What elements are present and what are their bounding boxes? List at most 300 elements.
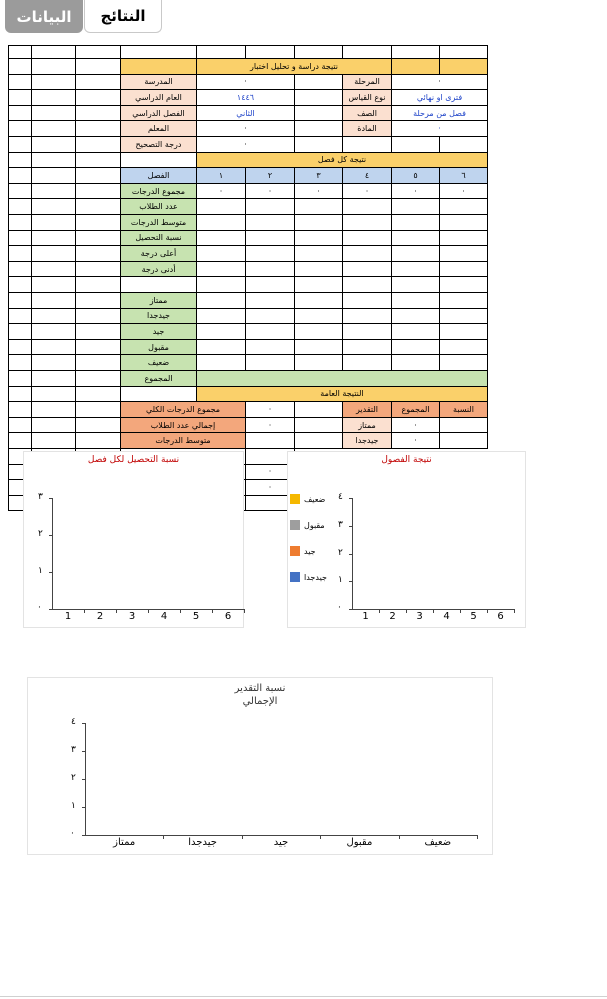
metric-label[interactable]: عدد الطلاب (120, 198, 197, 215)
grid-cell[interactable] (31, 261, 76, 278)
general-col[interactable]: المجموع (391, 401, 440, 418)
grid-cell[interactable] (31, 74, 76, 91)
grid-cell[interactable] (75, 261, 121, 278)
grid-cell[interactable] (75, 167, 121, 184)
grid-cell[interactable] (245, 214, 295, 231)
grid-cell[interactable] (245, 354, 295, 371)
chart-overall-grade-ratio (27, 677, 493, 855)
grid-cell[interactable] (391, 276, 440, 293)
legend-label: جيدجدا (304, 572, 327, 582)
x-tick-label: 2 (389, 611, 396, 622)
grid-cell[interactable] (439, 292, 488, 309)
grid-cell[interactable] (439, 214, 488, 231)
grid-cell[interactable] (75, 292, 121, 309)
grid-cell[interactable] (31, 417, 76, 434)
grid-cell[interactable] (31, 308, 76, 325)
legend-swatch (290, 494, 300, 504)
grid-cell[interactable] (31, 386, 76, 403)
x-tick-label: ممتاز (113, 837, 136, 848)
legend-item (290, 520, 325, 530)
grid-cell[interactable] (75, 354, 121, 371)
grid-cell[interactable] (391, 245, 440, 262)
chart-title: نتيجة الفصول (381, 455, 432, 465)
grid-cell[interactable] (439, 354, 488, 371)
grid-cell[interactable] (196, 308, 246, 325)
grid-cell[interactable] (245, 308, 295, 325)
class-number[interactable]: ٢ (245, 167, 295, 184)
grid-cell[interactable] (245, 276, 295, 293)
metric-value[interactable]: · (439, 183, 488, 200)
grid-cell[interactable] (439, 198, 488, 215)
grid-cell[interactable] (245, 261, 295, 278)
grid-cell[interactable] (391, 45, 440, 59)
y-axis (52, 498, 53, 609)
x-tick-mark (163, 835, 164, 839)
info-label[interactable]: المرحلة (342, 74, 392, 91)
grid-cell[interactable] (31, 276, 76, 293)
grid-cell[interactable] (75, 401, 121, 418)
x-tick-label: 4 (443, 611, 450, 622)
grid-cell[interactable] (245, 245, 295, 262)
x-tick-label: 4 (160, 611, 168, 622)
grid-cell[interactable] (294, 401, 343, 418)
grid-cell[interactable] (31, 432, 76, 449)
grid-cell[interactable] (75, 89, 121, 106)
x-tick-label: جيد (273, 837, 289, 848)
grid-cell[interactable] (31, 167, 76, 184)
grade-label[interactable]: المجموع (120, 370, 197, 387)
grid-cell[interactable] (439, 276, 488, 293)
grid-cell[interactable] (75, 339, 121, 356)
grade-label[interactable]: جيد (120, 323, 197, 340)
grid-cell[interactable] (294, 198, 343, 215)
grid-cell[interactable] (31, 339, 76, 356)
grid-cell[interactable] (196, 245, 246, 262)
grid-cell[interactable] (439, 432, 488, 449)
y-tick-mark (349, 554, 352, 555)
grid-cell[interactable] (391, 136, 440, 153)
grid-cell[interactable] (342, 198, 392, 215)
grid-cell[interactable] (245, 432, 295, 449)
grid-cell[interactable] (294, 120, 343, 137)
legend-item (290, 546, 316, 556)
x-tick-mark (320, 835, 321, 839)
x-tick-mark (244, 609, 245, 613)
grid-cell[interactable] (391, 214, 440, 231)
info-label[interactable]: المادة (342, 120, 392, 137)
tab-data[interactable]: البيانات (5, 0, 83, 33)
grid-cell[interactable] (294, 276, 343, 293)
x-tick-label: 3 (128, 611, 136, 622)
general-label[interactable]: متوسط الدرجات (120, 432, 246, 449)
info-label[interactable]: نوع القياس (342, 89, 392, 106)
info-value[interactable]: فترى او نهائي (391, 89, 488, 106)
grid-cell[interactable] (196, 323, 246, 340)
general-label[interactable]: إجمالي عدد الطلاب (120, 417, 246, 434)
grid-cell[interactable] (75, 214, 121, 231)
grid-cell[interactable] (391, 292, 440, 309)
grid-cell[interactable] (75, 386, 121, 403)
grid-cell[interactable] (245, 292, 295, 309)
x-tick-mark (514, 609, 515, 613)
grid-cell[interactable] (31, 105, 76, 122)
grid-cell[interactable] (75, 276, 121, 293)
general-value[interactable]: · (245, 417, 295, 434)
general-extra[interactable]: · (245, 479, 295, 496)
grid-cell[interactable] (294, 245, 343, 262)
grid-cell[interactable] (8, 105, 32, 122)
grid-cell[interactable] (75, 323, 121, 340)
y-axis (352, 498, 353, 609)
grid-cell[interactable] (294, 417, 343, 434)
grid-cell[interactable] (439, 45, 488, 59)
chart-title-line2: الإجمالي (242, 696, 278, 707)
grid-cell[interactable] (8, 245, 32, 262)
grid-cell[interactable] (342, 136, 392, 153)
grid-cell[interactable] (8, 276, 32, 293)
y-tick-label: ٢ (71, 773, 76, 783)
grid-cell[interactable] (196, 230, 246, 247)
info-label[interactable]: الفصل الدراسي (120, 105, 197, 122)
grid-cell[interactable] (294, 74, 343, 91)
x-tick-label: 1 (64, 611, 72, 622)
tab-results[interactable]: النتائج (84, 0, 162, 33)
grid-cell[interactable] (75, 308, 121, 325)
grid-cell[interactable] (31, 152, 76, 169)
info-header[interactable]: نتيجة دراسة و تحليل اختبار (196, 58, 392, 75)
general-col[interactable]: النسبة (439, 401, 488, 418)
y-tick-label: · (338, 603, 341, 613)
grid-cell[interactable] (8, 74, 32, 91)
grid-cell[interactable] (196, 354, 246, 371)
grid-cell[interactable] (75, 245, 121, 262)
grid-cell[interactable] (31, 230, 76, 247)
class-number[interactable]: ٤ (342, 167, 392, 184)
grid-cell[interactable] (294, 214, 343, 231)
grid-cell[interactable] (391, 323, 440, 340)
grid-cell[interactable] (120, 152, 197, 169)
grid-cell[interactable] (31, 198, 76, 215)
grid-cell[interactable] (196, 214, 246, 231)
legend-label: ضعيف (304, 494, 326, 504)
grid-cell[interactable] (196, 276, 246, 293)
class-number[interactable]: ٦ (439, 167, 488, 184)
grid-cell[interactable] (391, 58, 440, 75)
grid-cell[interactable] (8, 417, 32, 434)
x-tick-mark (242, 835, 243, 839)
grid-cell[interactable] (120, 276, 197, 293)
spreadsheet-grid (8, 45, 487, 517)
grid-cell[interactable] (294, 432, 343, 449)
class-number[interactable]: ١ (196, 167, 246, 184)
y-tick-label: ٣ (38, 492, 43, 502)
grid-cell[interactable] (245, 230, 295, 247)
grid-cell[interactable] (342, 45, 392, 59)
y-tick-label: ١ (38, 566, 43, 576)
grid-cell[interactable] (75, 74, 121, 91)
grid-cell[interactable] (75, 417, 121, 434)
y-tick-label: ٤ (71, 717, 76, 727)
y-tick-label: ٤ (338, 492, 343, 502)
metric-label[interactable]: متوسط الدرجات (120, 214, 197, 231)
grade-row-count[interactable]: · (391, 432, 440, 449)
x-tick-label: 5 (192, 611, 200, 622)
y-tick-mark (349, 609, 352, 610)
grid-cell[interactable] (342, 261, 392, 278)
general-value[interactable]: · (245, 401, 295, 418)
class-result-header[interactable]: نتيجة كل فصل (196, 152, 488, 169)
info-label[interactable]: المعلم (120, 120, 197, 137)
grid-cell[interactable] (196, 292, 246, 309)
grid-cell[interactable] (342, 245, 392, 262)
grid-cell[interactable] (294, 105, 343, 122)
info-value[interactable]: · (391, 74, 488, 91)
grade-label[interactable]: جيدجدا (120, 308, 197, 325)
grid-cell[interactable] (342, 354, 392, 371)
grid-cell[interactable] (8, 323, 32, 340)
grid-cell[interactable] (8, 230, 32, 247)
grid-cell[interactable] (245, 45, 295, 59)
grid-cell[interactable] (75, 230, 121, 247)
grid-cell[interactable] (75, 432, 121, 449)
grid-cell[interactable] (31, 136, 76, 153)
grid-cell[interactable] (8, 308, 32, 325)
grid-cell[interactable] (8, 339, 32, 356)
metric-value[interactable]: · (294, 183, 343, 200)
y-tick-label: ٣ (71, 745, 76, 755)
grid-cell[interactable] (439, 339, 488, 356)
grid-cell[interactable] (8, 45, 32, 59)
grid-cell[interactable] (196, 45, 246, 59)
grid-cell[interactable] (8, 136, 32, 153)
metric-value[interactable]: · (196, 183, 246, 200)
y-tick-mark (49, 498, 52, 499)
grid-cell[interactable] (75, 58, 121, 75)
grid-cell[interactable] (439, 323, 488, 340)
grid-cell[interactable] (31, 245, 76, 262)
general-col[interactable]: التقدير (342, 401, 392, 418)
grid-cell[interactable] (294, 230, 343, 247)
grid-cell[interactable] (8, 370, 32, 387)
y-tick-label: ١ (338, 575, 343, 586)
grid-cell[interactable] (439, 261, 488, 278)
grid-cell[interactable] (439, 230, 488, 247)
y-axis (85, 723, 86, 835)
grade-label[interactable]: ممتاز (120, 292, 197, 309)
grid-cell[interactable] (245, 339, 295, 356)
y-tick-mark (349, 581, 352, 582)
chart-title-line1: نسبة التقدير (234, 683, 286, 694)
class-number[interactable]: ٥ (391, 167, 440, 184)
grade-row-name[interactable]: جيدجدا (342, 432, 392, 449)
y-tick-mark (82, 807, 85, 808)
grid-cell[interactable] (342, 323, 392, 340)
x-tick-mark (477, 835, 478, 839)
x-tick-label: 5 (470, 611, 477, 622)
grade-row-name[interactable]: ممتاز (342, 417, 392, 434)
x-tick-label: 3 (416, 611, 423, 622)
grid-cell[interactable] (8, 354, 32, 371)
legend-label: جيد (304, 546, 316, 556)
grid-cell[interactable] (8, 432, 32, 449)
grid-cell[interactable] (8, 89, 32, 106)
y-tick-label: ٢ (338, 547, 343, 558)
class-number[interactable]: ٣ (294, 167, 343, 184)
grid-cell[interactable] (342, 276, 392, 293)
grid-cell[interactable] (8, 120, 32, 137)
grid-cell[interactable] (391, 261, 440, 278)
grade-label[interactable]: مقبول (120, 339, 197, 356)
grid-cell[interactable] (8, 386, 32, 403)
info-label[interactable]: درجة التصحيح (120, 136, 197, 153)
y-tick-mark (349, 498, 352, 499)
grid-cell[interactable] (31, 183, 76, 200)
y-tick-mark (82, 779, 85, 780)
info-value[interactable]: · (196, 120, 295, 137)
grid-cell[interactable] (439, 136, 488, 153)
chart-title: نسبة التحصيل لكل فصل (87, 455, 180, 465)
metric-label[interactable]: أدنى درجة (120, 261, 197, 278)
grid-cell[interactable] (294, 261, 343, 278)
grid-cell[interactable] (120, 45, 197, 59)
grid-cell[interactable] (294, 136, 343, 153)
info-value[interactable]: الثاني (196, 105, 295, 122)
grid-cell[interactable] (75, 152, 121, 169)
grid-cell[interactable] (75, 370, 121, 387)
grid-cell[interactable] (120, 386, 197, 403)
grid-cell[interactable] (391, 339, 440, 356)
grid-cell[interactable] (31, 323, 76, 340)
grid-cell[interactable] (31, 354, 76, 371)
info-label[interactable]: المدرسة (120, 74, 197, 91)
y-tick-label: ٣ (338, 519, 343, 530)
legend-label: مقبول (304, 520, 325, 530)
grid-cell[interactable] (75, 183, 121, 200)
y-tick-label: · (71, 829, 74, 839)
grid-cell[interactable] (342, 214, 392, 231)
metric-value[interactable]: · (391, 183, 440, 200)
grid-cell[interactable] (391, 198, 440, 215)
grid-cell[interactable] (75, 105, 121, 122)
grid-cell[interactable] (439, 308, 488, 325)
info-label[interactable]: الصف (342, 105, 392, 122)
grid-cell[interactable] (8, 152, 32, 169)
grid-cell[interactable] (8, 401, 32, 418)
legend-swatch (290, 520, 300, 530)
x-tick-label: 6 (497, 611, 504, 622)
grid-cell[interactable] (294, 354, 343, 371)
grid-cell[interactable] (8, 292, 32, 309)
legend-item (290, 572, 327, 582)
grid-cell[interactable] (31, 120, 76, 137)
grid-cell[interactable] (8, 214, 32, 231)
grid-cell[interactable] (294, 323, 343, 340)
grid-cell[interactable] (31, 370, 76, 387)
legend-swatch (290, 546, 300, 556)
x-tick-label: مقبول (346, 837, 373, 848)
metric-label[interactable]: أعلى درجة (120, 245, 197, 262)
grid-cell[interactable] (391, 354, 440, 371)
grid-cell[interactable] (196, 339, 246, 356)
grid-cell[interactable] (439, 417, 488, 434)
grid-cell[interactable] (31, 58, 76, 75)
grid-cell[interactable] (439, 58, 488, 75)
metric-value[interactable]: · (342, 183, 392, 200)
grid-cell[interactable] (391, 308, 440, 325)
y-tick-label: ١ (71, 801, 76, 811)
grid-cell[interactable] (294, 89, 343, 106)
grid-cell[interactable] (31, 292, 76, 309)
grid-cell[interactable] (75, 198, 121, 215)
info-value[interactable]: ١٤٤٦ (196, 89, 295, 106)
grid-cell[interactable] (31, 401, 76, 418)
grid-cell[interactable] (245, 198, 295, 215)
general-header[interactable]: النتيجة العامة (196, 386, 488, 403)
grid-cell[interactable] (196, 198, 246, 215)
x-tick-label: ضعيف (424, 837, 452, 848)
grade-row-count[interactable]: · (391, 417, 440, 434)
y-tick-mark (349, 526, 352, 527)
grid-cell[interactable] (75, 120, 121, 137)
info-value[interactable]: · (196, 136, 295, 153)
chart-class-results (287, 451, 526, 628)
grid-cell[interactable] (75, 136, 121, 153)
metric-label[interactable]: نسبة التحصيل (120, 230, 197, 247)
grid-cell[interactable] (294, 339, 343, 356)
general-extra[interactable]: · (245, 464, 295, 481)
y-tick-label: · (38, 603, 41, 613)
grid-cell[interactable] (294, 292, 343, 309)
info-value[interactable]: · (391, 120, 488, 137)
grid-cell[interactable] (294, 45, 343, 59)
info-value[interactable]: · (196, 74, 295, 91)
grid-cell[interactable] (342, 292, 392, 309)
grid-cell[interactable] (31, 214, 76, 231)
grid-cell[interactable] (8, 198, 32, 215)
y-tick-mark (82, 835, 85, 836)
metric-value[interactable]: · (245, 183, 295, 200)
metric-label[interactable]: مجموع الدرجات (120, 183, 197, 200)
info-value[interactable]: فصل من مرحلة (391, 105, 488, 122)
grid-cell[interactable] (294, 308, 343, 325)
grid-cell[interactable] (8, 183, 32, 200)
grid-cell[interactable] (245, 323, 295, 340)
grid-cell[interactable] (342, 308, 392, 325)
class-label[interactable]: الفصل (120, 167, 197, 184)
grid-cell[interactable] (8, 58, 32, 75)
grid-cell[interactable] (196, 261, 246, 278)
grid-cell[interactable] (342, 339, 392, 356)
grid-cell[interactable] (439, 245, 488, 262)
grid-cell[interactable] (8, 261, 32, 278)
grid-cell[interactable] (8, 167, 32, 184)
grid-cell[interactable] (196, 370, 488, 387)
chart-achievement-per-class (23, 451, 244, 628)
y-tick-label: ٢ (38, 529, 43, 539)
grid-cell[interactable] (391, 230, 440, 247)
grid-cell[interactable] (120, 58, 197, 75)
grid-cell[interactable] (75, 45, 121, 59)
grid-cell[interactable] (31, 89, 76, 106)
x-tick-label: جيدجدا (188, 837, 217, 848)
grid-cell[interactable] (342, 230, 392, 247)
general-label[interactable]: مجموع الدرجات الكلي (120, 401, 246, 418)
info-label[interactable]: العام الدراسي (120, 89, 197, 106)
y-tick-mark (49, 572, 52, 573)
grid-cell[interactable] (31, 45, 76, 59)
x-tick-label: 2 (96, 611, 104, 622)
grade-label[interactable]: ضعيف (120, 354, 197, 371)
